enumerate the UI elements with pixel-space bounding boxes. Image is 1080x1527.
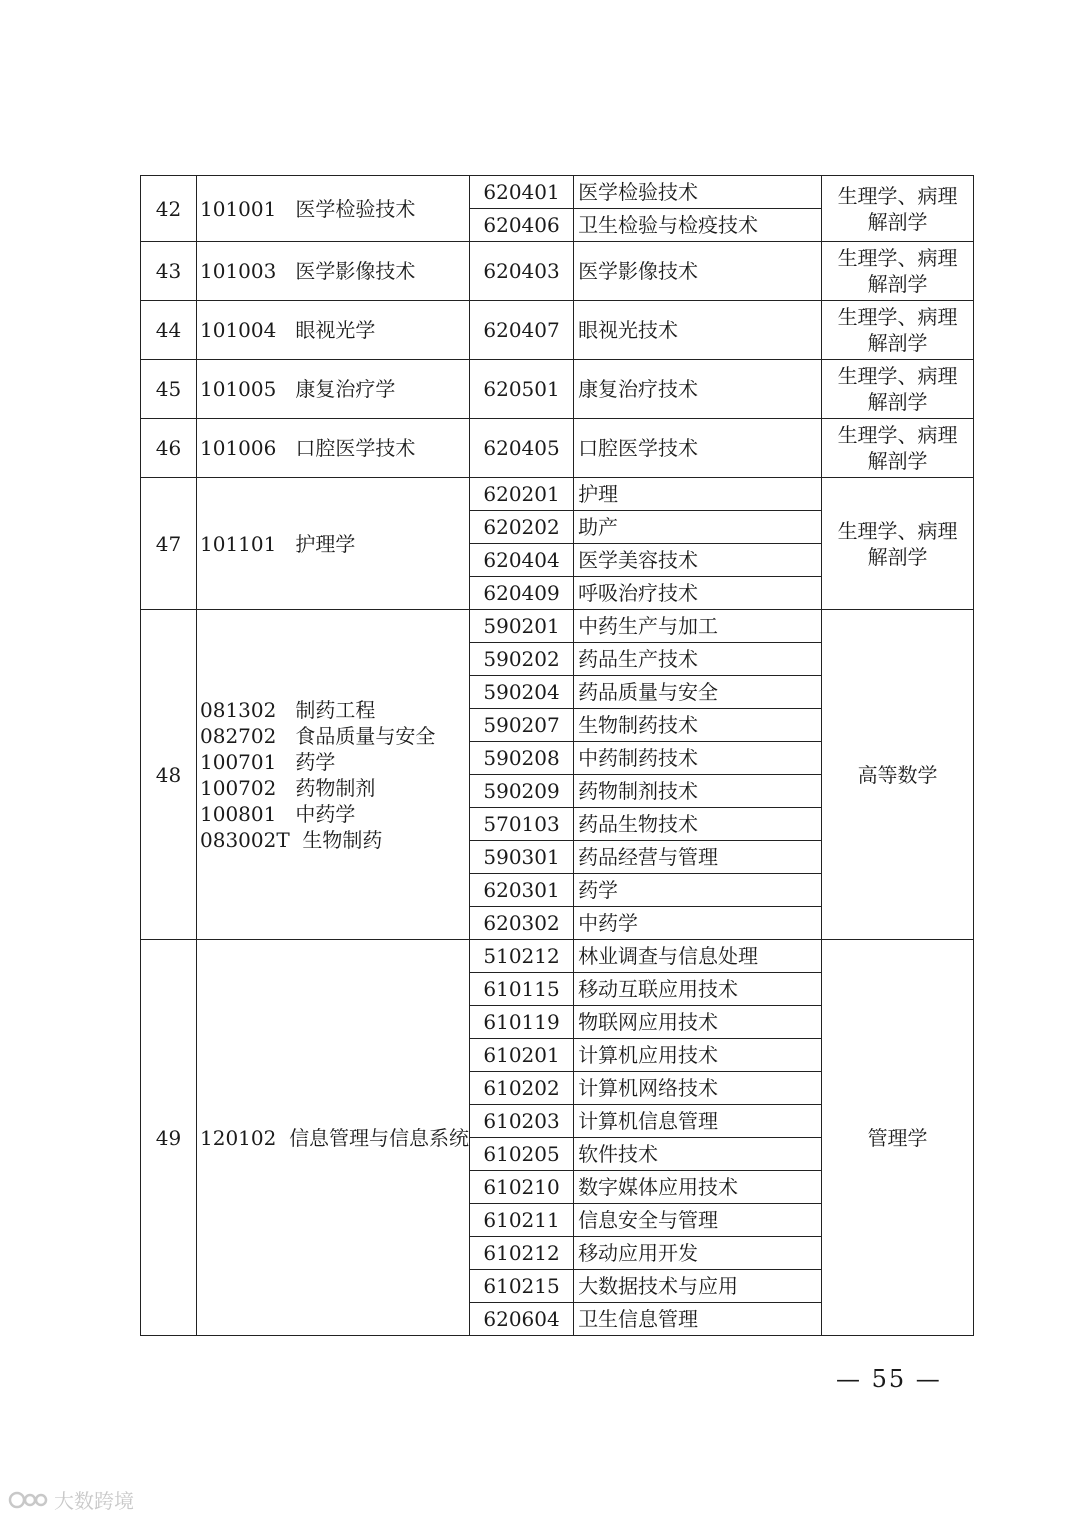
vocational-major-cell: 呼吸治疗技术 bbox=[574, 577, 822, 610]
vocational-code-cell: 620202 bbox=[470, 511, 574, 544]
vocational-major-cell: 护理 bbox=[574, 478, 822, 511]
exam-subject-line: 解剖学 bbox=[867, 544, 928, 569]
exam-subject-line: 生理学、病理 bbox=[837, 364, 958, 388]
vocational-code-cell: 620301 bbox=[470, 874, 574, 907]
vocational-code-cell: 610201 bbox=[470, 1039, 574, 1072]
vocational-code-cell: 620302 bbox=[470, 907, 574, 940]
bachelor-major-cell bbox=[197, 478, 470, 610]
vocational-code-cell: 610215 bbox=[470, 1270, 574, 1303]
row-number-cell: 45 bbox=[141, 360, 197, 419]
vocational-code-cell: 590209 bbox=[470, 775, 574, 808]
vocational-code-cell: 590201 bbox=[470, 610, 574, 643]
vocational-major-cell: 卫生检验与检疫技术 bbox=[574, 209, 822, 242]
table-row bbox=[141, 478, 974, 511]
vocational-major-cell: 中药制药技术 bbox=[574, 742, 822, 775]
exam-subject-line: 生理学、病理 bbox=[837, 305, 958, 329]
vocational-code-cell: 620407 bbox=[470, 301, 574, 360]
vocational-code-cell: 620201 bbox=[470, 478, 574, 511]
bachelor-major-line: 081302 制药工程 bbox=[200, 697, 376, 722]
vocational-major-cell: 眼视光技术 bbox=[574, 301, 822, 360]
bachelor-major-line: 120102 信息管理与信息系统 bbox=[200, 1125, 470, 1150]
exam-subject-cell bbox=[822, 360, 974, 419]
vocational-code-cell: 620405 bbox=[470, 419, 574, 478]
bachelor-major-cell bbox=[197, 360, 470, 419]
vocational-code-cell: 590301 bbox=[470, 841, 574, 874]
page-number: — 55 — bbox=[836, 1365, 942, 1393]
vocational-code-cell: 610203 bbox=[470, 1105, 574, 1138]
vocational-code-cell: 570103 bbox=[470, 808, 574, 841]
vocational-major-cell: 计算机信息管理 bbox=[574, 1105, 822, 1138]
bachelor-major-line: 101101 护理学 bbox=[200, 531, 356, 556]
vocational-major-cell: 医学影像技术 bbox=[574, 242, 822, 301]
exam-subject-cell bbox=[822, 610, 974, 940]
exam-subject-cell bbox=[822, 242, 974, 301]
bachelor-major-cell bbox=[197, 610, 470, 940]
bachelor-major-line: 101006 口腔医学技术 bbox=[200, 436, 416, 460]
vocational-major-cell: 移动互联应用技术 bbox=[574, 973, 822, 1006]
vocational-code-cell: 620401 bbox=[470, 176, 574, 209]
bachelor-major-line: 101001 医学检验技术 bbox=[200, 196, 416, 221]
vocational-major-cell: 药品生产技术 bbox=[574, 643, 822, 676]
vocational-major-cell: 中药学 bbox=[574, 907, 822, 940]
row-number-cell: 43 bbox=[141, 242, 197, 301]
vocational-code-cell: 610210 bbox=[470, 1171, 574, 1204]
vocational-code-cell: 590207 bbox=[470, 709, 574, 742]
table-row bbox=[141, 419, 974, 478]
watermark bbox=[8, 1485, 134, 1514]
bachelor-major-line: 101004 眼视光学 bbox=[200, 318, 376, 342]
vocational-code-cell: 610119 bbox=[470, 1006, 574, 1039]
vocational-major-cell: 药品生物技术 bbox=[574, 808, 822, 841]
row-number-cell: 48 bbox=[141, 610, 197, 940]
exam-subject-line: 高等数学 bbox=[857, 762, 938, 787]
vocational-major-cell: 数字媒体应用技术 bbox=[574, 1171, 822, 1204]
bachelor-major-cell bbox=[197, 242, 470, 301]
vocational-major-cell: 助产 bbox=[574, 511, 822, 544]
vocational-code-cell: 590202 bbox=[470, 643, 574, 676]
vocational-major-cell: 中药生产与加工 bbox=[574, 610, 822, 643]
exam-subject-line: 解剖学 bbox=[867, 449, 928, 473]
exam-subject-line: 生理学、病理 bbox=[837, 518, 958, 543]
exam-subject-line: 生理学、病理 bbox=[837, 423, 958, 447]
vocational-code-cell: 610211 bbox=[470, 1204, 574, 1237]
row-number-cell: 46 bbox=[141, 419, 197, 478]
table-row bbox=[141, 242, 974, 301]
watermark-text: 大数跨境 bbox=[54, 1489, 134, 1513]
vocational-major-cell: 软件技术 bbox=[574, 1138, 822, 1171]
exam-subject-cell bbox=[822, 940, 974, 1336]
bachelor-major-cell bbox=[197, 940, 470, 1336]
table-row bbox=[141, 301, 974, 360]
vocational-major-cell: 医学检验技术 bbox=[574, 176, 822, 209]
bachelor-major-line: 100701 药学 bbox=[200, 749, 336, 774]
vocational-major-cell: 康复治疗技术 bbox=[574, 360, 822, 419]
vocational-major-cell: 信息安全与管理 bbox=[574, 1204, 822, 1237]
vocational-code-cell: 610115 bbox=[470, 973, 574, 1006]
row-number-cell: 42 bbox=[141, 176, 197, 242]
bachelor-major-cell bbox=[197, 301, 470, 360]
vocational-major-cell: 大数据技术与应用 bbox=[574, 1270, 822, 1303]
table-row bbox=[141, 360, 974, 419]
exam-subject-cell bbox=[822, 419, 974, 478]
vocational-code-cell: 510212 bbox=[470, 940, 574, 973]
vocational-major-cell: 卫生信息管理 bbox=[574, 1303, 822, 1336]
bachelor-major-line: 101005 康复治疗学 bbox=[200, 377, 396, 401]
table-row bbox=[141, 176, 974, 209]
vocational-code-cell: 610202 bbox=[470, 1072, 574, 1105]
vocational-major-cell: 生物制药技术 bbox=[574, 709, 822, 742]
vocational-major-cell: 药学 bbox=[574, 874, 822, 907]
bachelor-major-line: 100702 药物制剂 bbox=[200, 775, 376, 800]
exam-subject-line: 解剖学 bbox=[867, 390, 928, 414]
bachelor-major-cell bbox=[197, 176, 470, 242]
vocational-code-cell: 620604 bbox=[470, 1303, 574, 1336]
vocational-major-cell: 物联网应用技术 bbox=[574, 1006, 822, 1039]
row-number-cell: 44 bbox=[141, 301, 197, 360]
table-row bbox=[141, 610, 974, 643]
exam-subject-line: 解剖学 bbox=[867, 209, 928, 234]
vocational-code-cell: 610212 bbox=[470, 1237, 574, 1270]
vocational-code-cell: 590204 bbox=[470, 676, 574, 709]
vocational-major-cell: 药品质量与安全 bbox=[574, 676, 822, 709]
vocational-major-cell: 计算机应用技术 bbox=[574, 1039, 822, 1072]
bachelor-major-line: 100801 中药学 bbox=[200, 801, 356, 826]
vocational-major-cell: 林业调查与信息处理 bbox=[574, 940, 822, 973]
vocational-code-cell: 620404 bbox=[470, 544, 574, 577]
table-row bbox=[141, 940, 974, 973]
exam-subject-line: 生理学、病理 bbox=[837, 246, 958, 270]
major-mapping-table bbox=[140, 175, 974, 1336]
vocational-code-cell: 620403 bbox=[470, 242, 574, 301]
bachelor-major-cell bbox=[197, 419, 470, 478]
exam-subject-line: 解剖学 bbox=[867, 272, 928, 296]
vocational-major-cell: 医学美容技术 bbox=[574, 544, 822, 577]
vocational-major-cell: 药品经营与管理 bbox=[574, 841, 822, 874]
exam-subject-line: 解剖学 bbox=[867, 331, 928, 355]
bachelor-major-line: 083002T 生物制药 bbox=[200, 827, 383, 852]
exam-subject-line: 生理学、病理 bbox=[837, 183, 958, 208]
vocational-major-cell: 计算机网络技术 bbox=[574, 1072, 822, 1105]
row-number-cell: 47 bbox=[141, 478, 197, 610]
bachelor-major-line: 101003 医学影像技术 bbox=[200, 259, 416, 283]
vocational-major-cell: 移动应用开发 bbox=[574, 1237, 822, 1270]
vocational-major-cell: 药物制剂技术 bbox=[574, 775, 822, 808]
exam-subject-cell bbox=[822, 301, 974, 360]
vocational-code-cell: 610205 bbox=[470, 1138, 574, 1171]
vocational-code-cell: 620406 bbox=[470, 209, 574, 242]
vocational-code-cell: 620501 bbox=[470, 360, 574, 419]
exam-subject-cell bbox=[822, 176, 974, 242]
row-number-cell: 49 bbox=[141, 940, 197, 1336]
exam-subject-cell bbox=[822, 478, 974, 610]
vocational-code-cell: 620409 bbox=[470, 577, 574, 610]
vocational-code-cell: 590208 bbox=[470, 742, 574, 775]
exam-subject-line: 管理学 bbox=[867, 1125, 928, 1150]
vocational-major-cell: 口腔医学技术 bbox=[574, 419, 822, 478]
bachelor-major-line: 082702 食品质量与安全 bbox=[200, 723, 436, 748]
watermark-logo-icon bbox=[8, 1489, 50, 1511]
